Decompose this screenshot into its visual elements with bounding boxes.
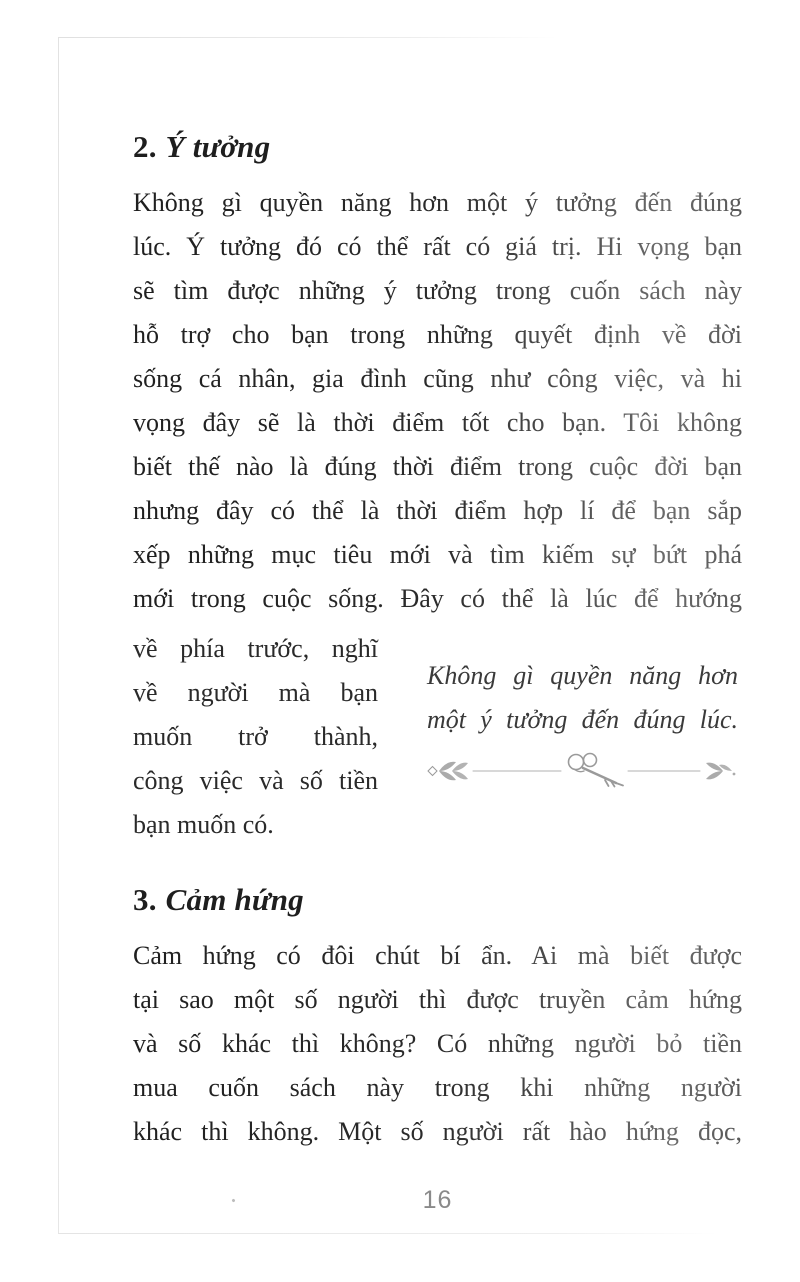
page-number: 16 [422,1186,453,1214]
text-line: về người mà bạn [133,678,378,707]
paragraph-idea-wrap-column [133,627,378,847]
text-line: và số khác thì không? Có những người bỏ tiền [133,1029,742,1058]
text-line: Không gì quyền năng hơn một ý tưởng đến đúng [133,188,742,217]
text-line: sẽ tìm được những ý tưởng trong cuốn sách này [133,276,742,305]
text-line: nhưng đây có thể là thời điểm hợp lí để bạn sắp [133,496,742,525]
section-heading-idea [133,127,270,167]
text-line: Không gì quyền năng hơn [427,661,738,690]
text-line: bạn muốn có. [133,810,274,839]
paragraph-idea [133,181,742,621]
section-heading-inspiration [133,880,304,920]
text-line: một ý tưởng đến đúng lúc. [427,705,738,734]
pull-quote [427,654,738,742]
page-edge-top-line [58,37,558,38]
text-line: xếp những mục tiêu mới và tìm kiếm sự bứt phá [133,540,742,569]
text-line: công việc và số tiền [133,766,378,795]
text-line: hỗ trợ cho bạn trong những quyết định về đời [133,320,742,349]
text-line: mới trong cuộc sống. Đây có thể là lúc để hướng [133,584,742,613]
key-icon [424,748,738,794]
key-divider-ornament [424,748,738,794]
page-edge-left-line [58,37,59,1233]
text-line: về phía trước, nghĩ [133,634,378,663]
text-line: Cảm hứng có đôi chút bí ẩn. Ai mà biết được [133,941,742,970]
page-edge-bottom-line [58,1233,718,1234]
text-line: mua cuốn sách này trong khi những người [133,1073,742,1102]
text-line: tại sao một số người thì được truyền cảm hứng [133,985,742,1014]
text-line: biết thế nào là đúng thời điểm trong cuộc đời bạn [133,452,742,481]
text-line: khác thì không. Một số người rất hào hứng đọc, [133,1117,742,1146]
text-line: vọng đây sẽ là thời điểm tốt cho bạn. Tôi không [133,408,742,437]
section-number: 2. [133,129,157,164]
text-line: lúc. Ý tưởng đó có thể rất có giá trị. Hi vọng bạn [133,232,742,261]
text-line: muốn trở thành, [133,722,378,751]
section-number: 3. [133,882,157,917]
section-title: Cảm hứng [165,882,304,917]
text-line: sống cá nhân, gia đình cũng như công việc, và hi [133,364,742,393]
section-title: Ý tưởng [165,129,271,164]
paragraph-inspiration [133,934,742,1154]
